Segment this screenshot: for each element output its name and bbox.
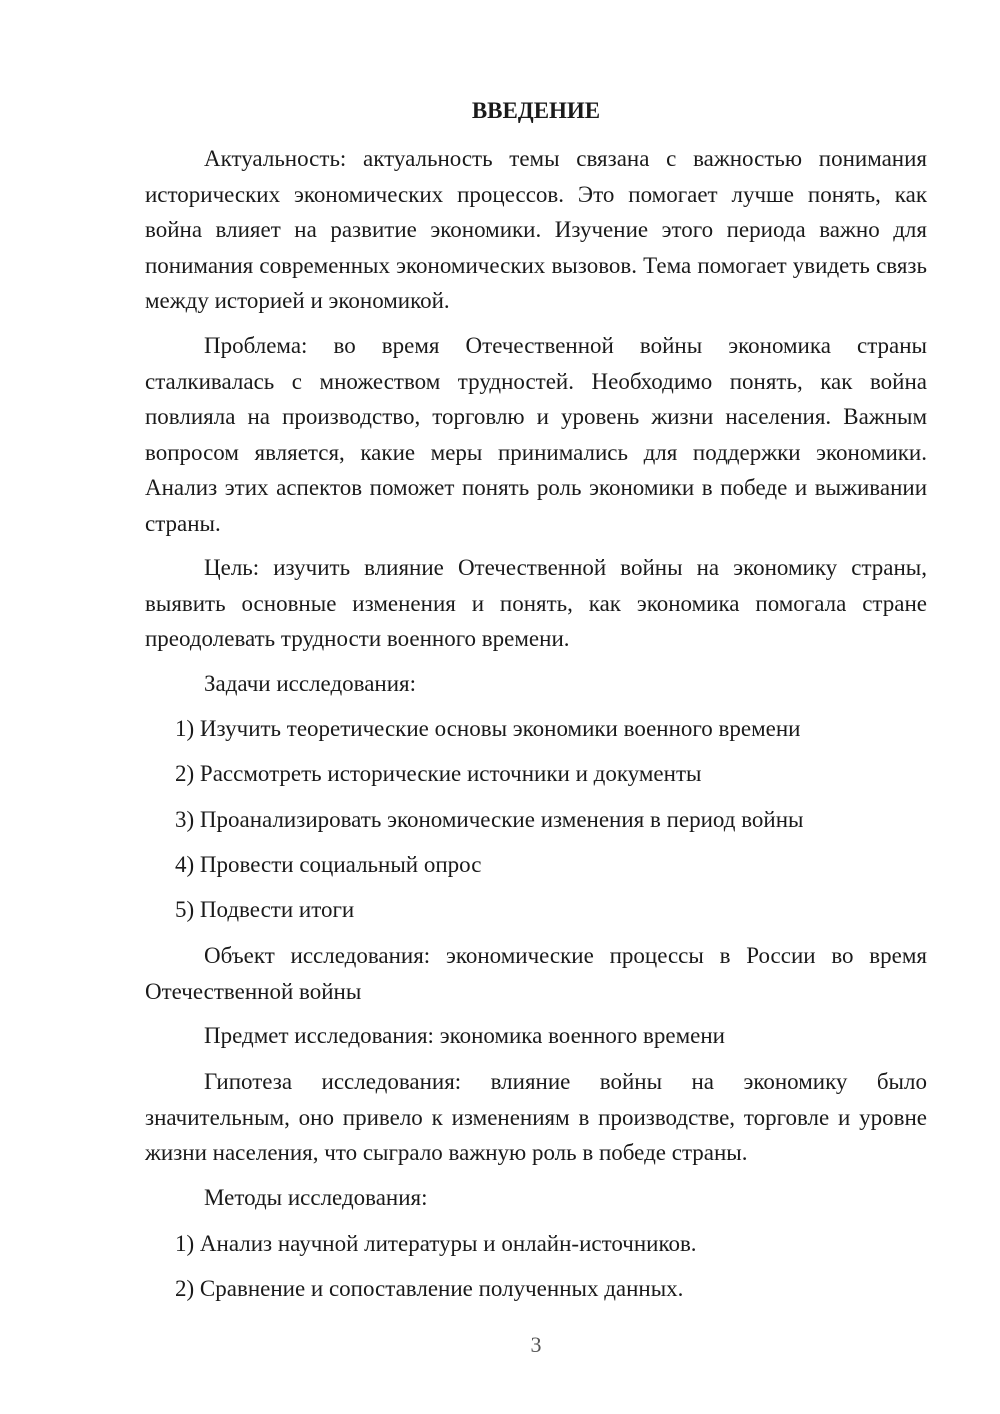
method-item: 1) Анализ научной литературы и онлайн-источников. — [175, 1231, 697, 1256]
task-item: 3) Проанализировать экономические изменения в период войны — [175, 807, 804, 832]
task-item: 5) Подвести итоги — [175, 897, 355, 922]
problem-paragraph: Проблема: во время Отечественной войны экономика страны сталкивалась с множеством трудностей. Необходимо понять, как война повлияла на производство, торговлю и уровень жизни населения. Важным вопросом является, какие меры принимались для поддержки экономики. Анализ этих аспектов поможет понять роль экономики в победе и выживании страны. — [145, 333, 927, 536]
task-item: 1) Изучить теоретические основы экономики военного времени — [175, 716, 801, 741]
hypothesis-paragraph: Гипотеза исследования: влияние войны на экономику было значительным, оно привело к изменениям в производстве, торговле и уровне жизни населения, что сыграло важную роль в победе страны. — [145, 1069, 927, 1165]
relevance-paragraph: Актуальность: актуальность темы связана с важностью понимания исторических экономических процессов. Это помогает лучше понять, как война влияет на развитие экономики. Изучение этого периода важно для понимания современных экономических вызовов. Тема помогает увидеть связь между историей и экономикой. — [145, 146, 927, 313]
object-paragraph: Объект исследования: экономические процессы в России во время Отечественной войны — [145, 943, 927, 1004]
subject-paragraph: Предмет исследования: экономика военного времени — [204, 1023, 725, 1048]
method-item: 2) Сравнение и сопоставление полученных данных. — [175, 1276, 684, 1301]
methods-heading: Методы исследования: — [204, 1185, 428, 1210]
goal-paragraph: Цель: изучить влияние Отечественной войны на экономику страны, выявить основные изменения и понять, как экономика помогала стране преодолевать трудности военного времени. — [145, 555, 927, 651]
page-number: 3 — [530, 1332, 542, 1357]
task-item: 2) Рассмотреть исторические источники и документы — [175, 761, 702, 786]
task-item: 4) Провести социальный опрос — [175, 852, 482, 877]
section-title: ВВЕДЕНИЕ — [471, 98, 601, 123]
tasks-heading: Задачи исследования: — [204, 671, 417, 696]
